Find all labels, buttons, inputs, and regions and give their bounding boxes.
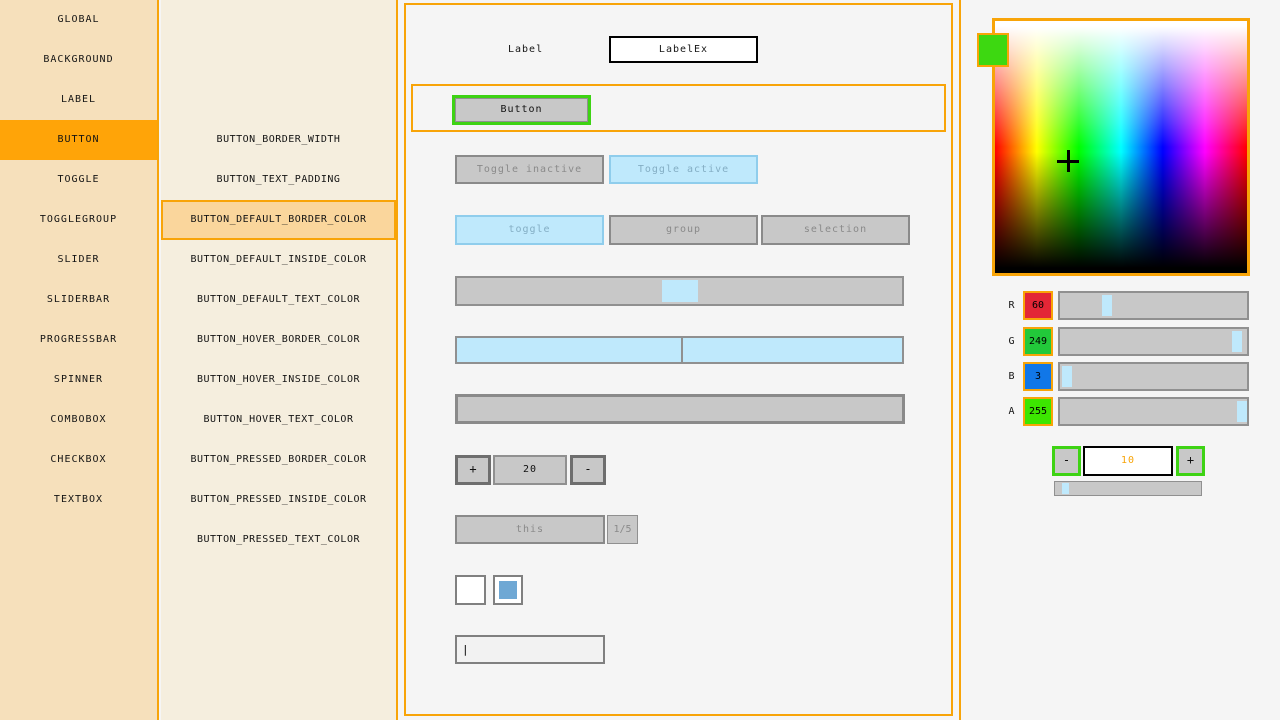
preview-spinner-decrement-button[interactable]: - <box>570 455 606 485</box>
prop-button-text-padding[interactable]: BUTTON_TEXT_PADDING <box>216 174 341 185</box>
channel-b-swatch: 3 <box>1023 362 1053 391</box>
picker-crosshair-icon[interactable] <box>1057 150 1079 172</box>
prop-button-pressed-inside-color[interactable]: BUTTON_PRESSED_INSIDE_COLOR <box>190 494 367 505</box>
channel-r-swatch: 60 <box>1023 291 1053 320</box>
prop-button-pressed-text-color[interactable]: BUTTON_PRESSED_TEXT_COLOR <box>196 534 360 545</box>
preview-checkbox-checked[interactable] <box>493 575 523 605</box>
prop-button-default-text-color[interactable]: BUTTON_DEFAULT_TEXT_COLOR <box>196 294 360 305</box>
prop-button-border-width[interactable]: BUTTON_BORDER_WIDTH <box>216 134 341 145</box>
sidebar-item-sliderbar[interactable]: SLIDERBAR <box>46 294 111 305</box>
channel-b-slider-handle[interactable] <box>1062 366 1072 387</box>
widget-preview-panel <box>400 0 959 720</box>
color-picker-gradient[interactable] <box>992 18 1250 276</box>
preview-togglegroup-selection[interactable]: selection <box>761 215 910 245</box>
preview-slider-handle[interactable] <box>662 280 698 302</box>
sidebar-item-label[interactable]: LABEL <box>60 94 97 105</box>
preview-combobox[interactable]: this <box>455 515 605 544</box>
preview-button[interactable]: Button <box>452 95 591 125</box>
channel-g-label: G <box>1008 336 1016 347</box>
preview-checkbox-unchecked[interactable] <box>455 575 486 605</box>
color-value-sliderbar[interactable] <box>1054 481 1202 496</box>
channel-a-swatch: 255 <box>1023 397 1053 426</box>
preview-togglegroup-toggle[interactable]: toggle <box>455 215 604 245</box>
preview-togglegroup-group[interactable]: group <box>609 215 758 245</box>
sidebar-item-textbox[interactable]: TEXTBOX <box>53 494 104 505</box>
channel-r-slider[interactable] <box>1058 291 1249 320</box>
color-value-decrement-button[interactable]: - <box>1052 446 1081 476</box>
preview-label-caption: Label <box>508 44 544 55</box>
sidebar-item-togglegroup[interactable]: TOGGLEGROUP <box>39 214 118 225</box>
channel-g-slider-handle[interactable] <box>1232 331 1242 352</box>
preview-label-value-box: LabelEx <box>609 36 758 63</box>
prop-button-hover-border-color[interactable]: BUTTON_HOVER_BORDER_COLOR <box>196 334 360 345</box>
preview-textbox[interactable]: | <box>455 635 605 664</box>
sidebar-item-global[interactable]: GLOBAL <box>57 14 100 25</box>
prop-button-hover-inside-color[interactable]: BUTTON_HOVER_INSIDE_COLOR <box>196 374 360 385</box>
channel-g-swatch: 249 <box>1023 327 1053 356</box>
sidebar-item-slider[interactable]: SLIDER <box>57 254 100 265</box>
channel-b-slider[interactable] <box>1058 362 1249 391</box>
prop-button-default-inside-color[interactable]: BUTTON_DEFAULT_INSIDE_COLOR <box>190 254 367 265</box>
prop-button-default-border-color[interactable]: BUTTON_DEFAULT_BORDER_COLOR <box>161 200 396 240</box>
sidebar-item-combobox[interactable]: COMBOBOX <box>50 414 107 425</box>
color-value-increment-button[interactable]: + <box>1176 446 1205 476</box>
sidebar-item-button[interactable]: BUTTON <box>0 120 157 160</box>
channel-g-slider[interactable] <box>1058 327 1249 356</box>
preview-combobox-page-indicator: 1/5 <box>607 515 638 544</box>
preview-toggle-inactive[interactable]: Toggle inactive <box>455 155 604 184</box>
sidebar-item-background[interactable]: BACKGROUND <box>43 54 114 65</box>
channel-a-slider[interactable] <box>1058 397 1249 426</box>
sidebar-item-progressbar[interactable]: PROGRESSBAR <box>39 334 118 345</box>
preview-slider[interactable] <box>455 276 904 306</box>
channel-r-slider-handle[interactable] <box>1102 295 1112 316</box>
preview-spinner-value: 20 <box>493 455 567 485</box>
property-list-spacer <box>161 0 396 120</box>
preview-sliderbar[interactable] <box>455 336 904 364</box>
color-value-sliderbar-handle[interactable] <box>1062 483 1069 494</box>
color-editor-panel <box>961 0 1280 720</box>
property-list <box>161 0 398 720</box>
sidebar-item-checkbox[interactable]: CHECKBOX <box>50 454 107 465</box>
channel-a-label: A <box>1008 406 1016 417</box>
prop-button-hover-text-color[interactable]: BUTTON_HOVER_TEXT_COLOR <box>203 414 354 425</box>
channel-r-label: R <box>1008 300 1016 311</box>
checkbox-check-icon <box>499 581 517 599</box>
preview-spinner-increment-button[interactable]: + <box>455 455 491 485</box>
preview-toggle-active[interactable]: Toggle active <box>609 155 758 184</box>
category-sidebar <box>0 0 159 720</box>
prop-button-pressed-border-color[interactable]: BUTTON_PRESSED_BORDER_COLOR <box>190 454 367 465</box>
channel-b-label: B <box>1008 371 1016 382</box>
selected-color-swatch <box>977 33 1009 67</box>
channel-a-slider-handle[interactable] <box>1237 401 1247 422</box>
preview-progressbar <box>455 394 905 424</box>
preview-sliderbar-divider <box>681 338 683 362</box>
color-value-field[interactable]: 10 <box>1083 446 1173 476</box>
sidebar-item-toggle[interactable]: TOGGLE <box>57 174 100 185</box>
sidebar-item-spinner[interactable]: SPINNER <box>53 374 104 385</box>
